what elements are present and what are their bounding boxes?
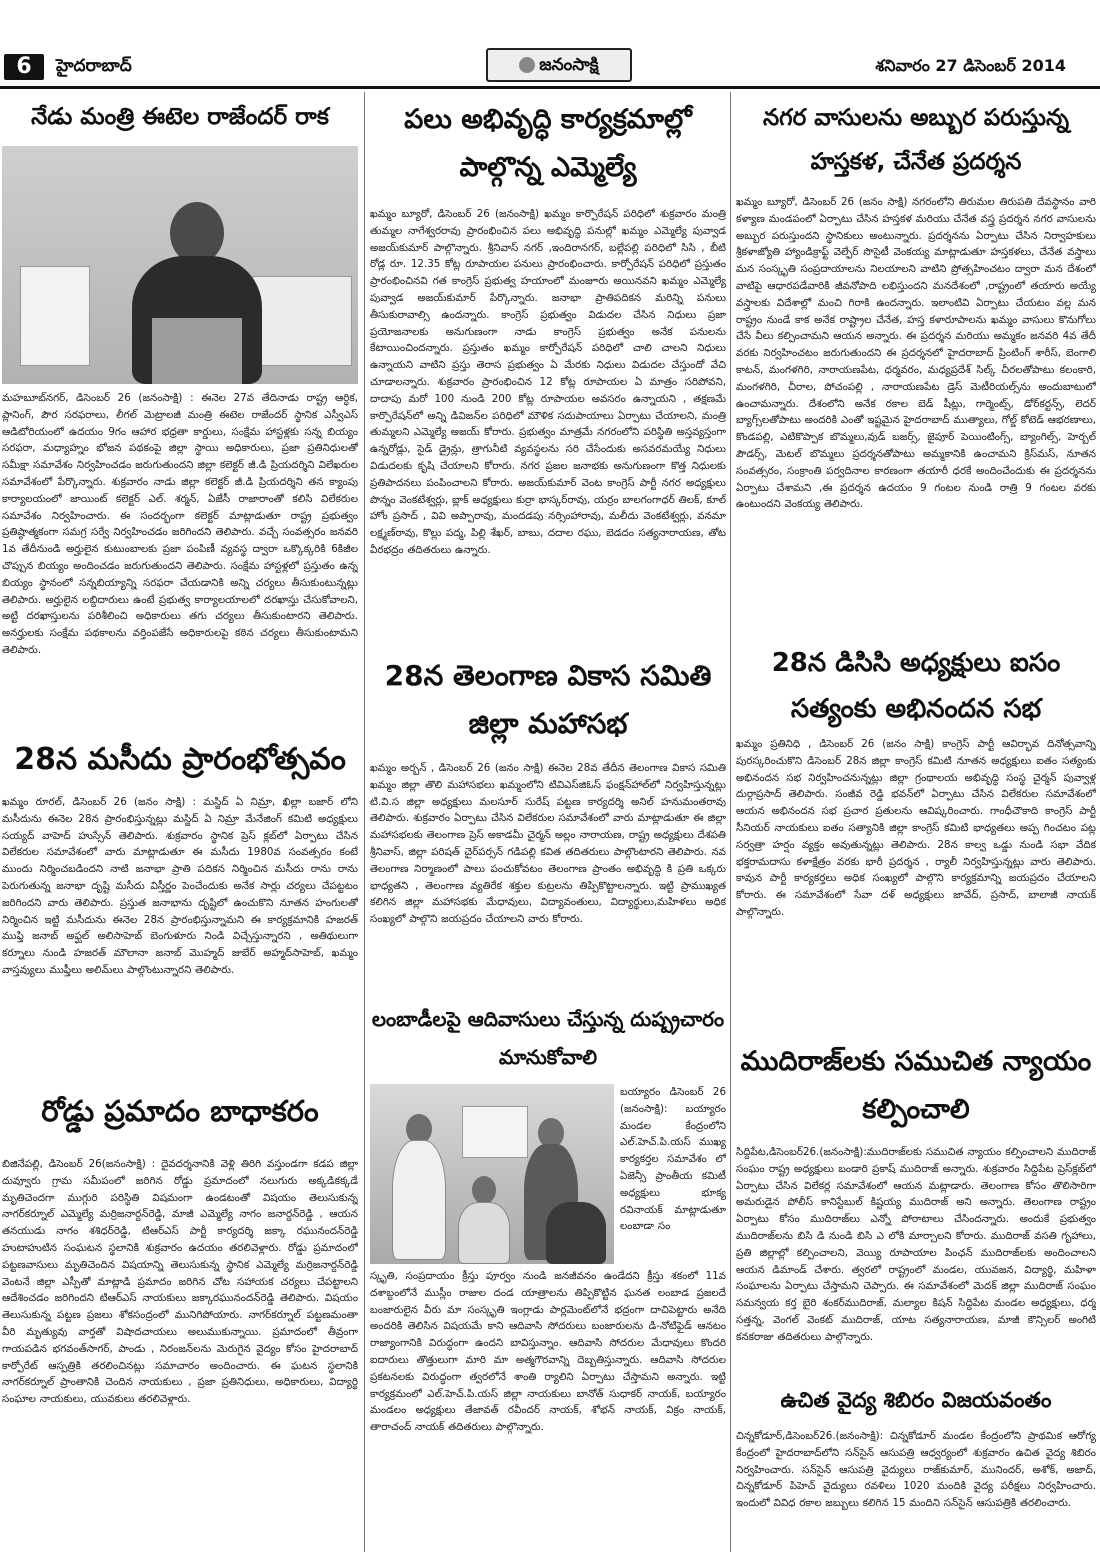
article-headline: ఉచిత వైద్య శిబిరం విజయవంతం <box>780 1388 1052 1412</box>
article-side-body: బయ్యారం డిసెంబర్ 26 (జనంసాక్షి): బయ్యారం మండల కేంద్రంలోని ఎల్.హెచ్.పి.యస్ ముఖ్య కార్యకర్తల సమావేశం లో ఏజెన్సీ ప్రాంతీయ కమిటీ అధ్యక్షులు భూక్య రవినాయక్ మాట్లాడుతూ లంబాడా సం <box>620 1086 726 1233</box>
article-mla-development <box>370 92 726 642</box>
article-body: ఖమ్మం రూరల్, డిసెంబర్ 26 (జనం సాక్షి) : మస్జిద్ ఏ నిమ్రా, ఖిల్లా బజార్ లోని మసీదును ఈనెల 28న ప్రారంభిస్తున్నట్లు మస్జిద్ ఏ నిమ్రా మేనేజింగ్ కమిటి అధ్యక్షులు సయ్యద్ వాహెద్ హుస్సేన్ తెలిపారు. శుక్రవారం స్థానిక ప్రెస్ క్లబ్‌లో ఏర్పాటు చేసిన విలేకరుల సమావేశంలో వారు మాట్లాడుతూ ఈ మసీదు 1980వ సంవత్సరం కంటే ముందు నిర్మించబడిందని నాటి జనాభా ప్రాతి పదికన నిర్మించిన మసీదు రాను రాను పెరుగుతున్న జనాభా దృష్టి మసీదు విస్తీర్ణం పెంచేందుకు అనేక సార్లు చర్యలు చేపట్టటం జరిగిందని వారు తెలిపారు. ప్రస్తుత జనాభాను దృష్టిలో ఉంచుకొని నూతన హంగులతో నిర్మించిన ఇట్టి మసీదును ఈనెల 28న ప్రారంభిస్తున్నామని ఈ కార్యక్రమానికి హజరత్ ముఫ్తి జనాబ్ అఫ్ఘల్ అలిసాహెబ్ బెంగుళూరు నిండి విచ్చేస్తున్నారని , అతిథులుగా కర్నూలు నుండి హజరత్ మౌలానా జనాబ్ మొహ్మద్ జుబేర్ అహ్మద్‌సాహెబ్, ఖమ్మం వాస్తవ్యులు ముఫ్తీలు అలిమ్‌లు పాల్గొంటున్నారని తెలిపారు. <box>2 796 358 976</box>
article-body: ఖమ్మం బ్యూరో, డిసెంబర్ 26 (జనం సాక్షి) నగరంలోని తిరుమల తిరుపతి దేవస్థానం వారి కళ్యాణ మండపంలో ఏర్పాటు చేసిన హస్తకళ మరియు చేనేత వస్త్ర ప్రదర్శన నగర వాసులను అబ్బుర పరుస్తుందని స్థానికులు అంటున్నారు. ప్రదర్శనను ఏర్పాటు చేసిన నిర్వాహకులు శ్రీకళాజ్యోతి హ్యాండిక్రాఫ్ట్ వెల్ఫేర్ సొసైటీ వెంకయ్య మాట్లాడుతూ హస్తకళలు, చేనేత వస్త్రాలు మన సంస్కృతి సంప్రదాయాలను నిలయాలని వాటిని ప్రోత్సహించటం ద్వారా మన దేశంలో వాటిపై ఆధారపడేవారికి జీవనోపాది లభిస్తుందని మనదేశంలో ,రాష్ట్రంలో తయారు అయ్యే వస్త్రాలకు విదేశాల్లో మంచి గిరాకి ఉందన్నారు. ఇలాంటివి ఏర్పాటు చేయటం వల్ల మన రాష్ట్రం నుండే కాక అనేక రాష్ట్రాల చేనేత, హస్త కళారూపాలను ఖమ్మం వాసులు కొనుగోలు చేసే వీలు కల్పించామని ఆయన అన్నారు. ఈ ప్రదర్శన మరియు అమ్మకం జనవరి 4వ తేదీ వరకు నిర్వహించటం జరుగుతుందని ఈ ప్రదర్శనలో హైదరాబాద్ ప్రింటింగ్ శారీస్, బెంగాలి కాటన్, మంగళగిరి, నారాయణపేట, ధర్మవరం, మధ్యప్రదేశ్ సిల్క్ చీరలతోపాటు కలంకారి, మంగళగిరి, చీరాల, పోచంపల్లి , నారాయణపేట డ్రెస్ మెటీరియల్స్‌ను అందుబాటులో ఉంచామన్నారు. దేశంలోని అనేక రకాల బెడ్ షీట్లు, గార్మెంట్స్, డోర్‌కర్టన్స్, లెదర్ బ్యాగ్స్‌లతోపాటు అందరికి ఎంతో ఇష్టమైన హైదరాబాద్ ముత్యాలు, గోల్డ్ కోటెడ్ ఆభరణాలు, కొండపల్లి, ఎటికొప్పాక బొమ్మలు,వుడ్ బజర్స్, జైపూర్ పెయింటింగ్స్, బ్యాంగిల్స్, హెర్బల్ పౌడర్స్, మెటల్ బొమ్మలు ప్రదర్శనతోపాటు అమ్మకానికి ఉంచామని క్రిస్‌మస్, నూతన సంవత్సరం, సంక్రాంతి పర్వదినాల కారణంగా తయారీ ధరకే అందించేందుకు ఈ ప్రదర్శనను ఏర్పాటు చేశామని ,ఈ ప్రదర్శన ఉదయం 9 గంటల నుండి రాత్రి 9 గంటల వరకు ఉంటుందని వెంకయ్య తెలిపారు. <box>736 196 1096 511</box>
logo-emblem-icon <box>519 57 535 73</box>
header-rule <box>0 86 1100 89</box>
edition-city: హైదరాబాద్ <box>56 56 132 76</box>
article-medical-camp <box>736 1380 1096 1560</box>
article-headline: నేడు మంత్రి ఈటెల రాజేందర్ రాక <box>31 104 329 130</box>
article-headline: 28న మసీదు ప్రారంభోత్సవం <box>14 742 346 777</box>
article-body: ఖమ్మం ప్రతినిధి , డిసెంబర్ 26 (జనం సాక్షి) కాంగ్రెస్ పార్టీ ఆవిర్భావ దినోత్సవాన్ని పురస్కరించుకొని డిసెంబర్ 28న జిల్లా కాంగ్రెస్ కమిటి నూతన అధ్యక్షులు ఐతం సత్యంకు అభినందన సభ నిర్వహించనున్నట్లు జిల్లా గ్రంథాలయ అభివృద్ధి సంస్థ చైర్మన్ పువ్వాళ్ల దుర్గాప్రసాద్ తెలిపారు. సంజీవ రెడ్డి భవన్‌లో ఏర్పాటు చేసిన విలేకరుల సమావేశంలో ఆయన అభినందన సభ ప్రచార ప్రతులను ఆవిష్కరించారు. గాంధీచౌకాది కాంగ్రెస్ పార్టీ సీనియర్ నాయకులు ఐతం సత్యానికి జిల్లా కాంగ్రెస్ కమిటి భాధ్యతలు అప్ప గించటం పట్ల సర్వత్రా హర్షం వ్యక్తం అవుతున్నట్లు తెలిపారు. 28న కాల్వ ఒడ్డు నుండి సభా వేదిక భక్తరామదాసు కళాక్షేత్రం వరకు భారీ ప్రదర్శన , ర్యాలీ నిర్వహిస్తున్నట్లు వారు తెలిపారు. కావున పార్టీ కార్యకర్తలు అధిక సంఖ్యలో పాల్గొని కార్యక్రమాన్ని జయప్రదం చేయాలని కోరారు. ఈ సమావేశంలో సేవా దళ్ అధ్యక్షులు జావేద్, ప్రసాద్, బాలాజీ నాయక్ పాల్గొన్నారు. <box>736 738 1096 918</box>
article-lambadi <box>370 994 726 1560</box>
article-headline: రోడ్డు ప్రమాదం బాధాకరం <box>41 1094 319 1128</box>
article-body: స్కృతి, సంప్రదాయం క్రీస్తు పూర్వం నుండి జనజీవనం ఉండేదని క్రీస్తు శకంలో 11వ దశాబ్దంలోనే ముస్లీం రాజుల దండ యాత్రాలను తిప్పికొట్టిన ఘనత లంబాడ ప్రజలదే బంజారులైన వీరు మా సంస్కృతి ఇంగ్లాడు పార్లమెంట్‌లోనే భద్రంగా దాచిపెట్టారు అనేది అందరికి తెలిసిన విషయమే కాని ఆదివాసి సోదరులు బంజారులను డి-నోటిఫైడ్ ఆనటం రాజ్యాంగానికి విరుద్ధంగా ఉందని బావిస్తున్నాం. ఆదివాసి సోదరుల మేధావులు కొందరి ఐదారులు తొత్తులుగా మారి మా అత్మగౌరవాన్ని దెబ్బతిస్తున్నారు. ఆదివాసి సోదరుల ప్రకటనలకు విరుద్ధంగా త్వరలోనే శాంతి ర్యాలిని ఏర్పాటు చేస్తామని అన్నారు. ఇట్టి కార్యక్రమంలో ఎల్.హెచ్.పి.యస్ జిల్లా నాయకులు బానోత్ సుధాకర్ నాయక్, బయ్యారం మండలం అధ్యక్షులు తేజావత్ రవీందర్ నాయక్, శోభన్ నాయక్, విక్రం నాయక్, తారాచంద్ నాయక్ తదితరులు పాల్గొన్నారు. <box>370 1270 726 1434</box>
article-body: ఖమ్మం అర్బన్ , డిసెంబర్ 26 (జనం సాక్షి) ఈనెల 28వ తేదీన తెలంగాణ వికాస సమితి ఖమ్మం జిల్లా తొలి మహాసభలు ఖమ్మంలోని టివిఎస్‌జిఓస్ ఫంక్షన్‌హాల్‌లో నిర్వహిస్తున్నట్లు టి.వి.స జిల్లా అధ్యక్షులు మలసూర్ సురేష్ పట్టణ కార్యదర్శి అనిల్ హనుమంతరావు తెలిపారు. శుక్రవారం ఏర్పాటు చేసిన విలేకరుల సమావేశంలో వారు మాట్లాడుతూ ఈ జిల్లా మహాసభలకు తెలంగాణ ప్రెస్ అకాడమీ చైర్మన్ అల్లం నారాయణ, రాష్ట్ర అధ్యక్షులు దేశపతి శ్రీనివాస్, జిల్లా పరిషత్ చైర్‌పర్సన్ గడిపల్లి కవిత తదితరులు పాల్గొంటారని తెలిపారు. నవ తెలంగాణ నిర్మాణంలో పాలు పంచుకోవటం తెలంగాణ ప్రాంతం అభివృద్ధి కి ప్రతి ఒక్కరు భాధ్యతని , తెలంగాణ వ్యతిరేక శక్తుల కుట్రలను తిప్పికొట్టాలన్నారు. ఇట్టి ప్రాముఖ్యత కలిగిన జిల్లా మహాసభకు మేధావులు, విద్యావంతులు, విద్యార్థులు,మహిళలు అధిక సంఖ్యలో పాల్గొని జయప్రదం చేయాలని వారు కోరారు. <box>370 762 726 926</box>
masthead-logo <box>486 48 632 82</box>
article-handicraft-exhibition <box>736 92 1096 630</box>
article-headline: 28న డిసిసి అధ్యక్షులు ఐసం సత్యంకు అభినందన సభ <box>771 648 1061 724</box>
article-vikasa-samithi <box>370 648 726 990</box>
article-road-accident <box>2 1076 358 1560</box>
article-body: బిజినేపల్లి, డిసెంబర్ 26(జనంసాక్షి) : దైవదర్శనానికి వెళ్లి తిరిగి వస్తుండగా కడప జిల్లా దువ్వూరు గ్రామ సమీపంలో జరిగిన రోడ్డు ప్రమాదంలో నలుగురు అక్కడికక్కడే మృతిచెందగా ముగ్గురి పరిస్థితి విషమంగా ఉండటంతో విషయం తెలుసుకున్న నాగర్‌కర్నూల్ ఎమ్మెల్యే మర్రిజనార్దన్‌రెడ్డి, మాజీ ఎమ్మెల్యే నాగం జనార్దన్‌రెడ్డి , ఆయన తనయుడు నాగం శశిధర్‌రెడ్డి, టిఆర్ఎస్ పార్టీ కార్యదర్శి జక్కా రఘునందన్‌రెడ్డి హుటాహుటిన సంఘటన స్థలానికి శుక్రవారం ఉదయం తరలివెళ్లారు. రోడ్డు ప్రమాదంలో పట్టణవాసులు మృతిచెందిన విషయాన్ని తెలుసుకున్న స్థానిక ఎమ్మెల్యే మర్రిజనార్దన్‌రెడ్డి వెంటనే జిల్లా ఎస్పీతో మాట్లాడి ప్రమాదం జరిగిన చోట సహాయక చర్యలు చేపట్టాలని ఆదేశించడం జరిగిందని టిఆర్ఎస్ నాయకులు జక్కారఘునందన్‌రెడ్డి తెలిపారు. విషయం తెలుసుకున్న పట్టణ ప్రజలు శోకసంద్రంలో మునిగిపోయారు. నాగర్‌కర్నూల్ పట్టణమంతా వీరి మృత్యువు వార్తతో విషాదచాయలు అలుముకున్నాయి. ప్రమాదంలో తీవ్రంగా గాయపడిన భగవంత్‌సాగర్, పాండు , నిరంజన్‌లను మెరుగైన వైద్యం కోసం హైదరాబాద్ కార్పోరేట్ ఆస్పత్రికి తరలించినట్లు సమాచారం అందించారు. ఈ ఘటన స్థలానికి నాగర్‌కర్నూల్ ప్రాంతానికి చెందిన నాయకులు , ప్రజా ప్రతినిధులు, అధికారులు, విద్యార్థి సంఘాల నాయకులు, యువకులు తరలివెళ్లారు. <box>2 1158 358 1406</box>
article-headline: లంబాడీలపై ఆదివాసులు చేస్తున్న దుష్ప్రచారం మానుకోవాలి <box>371 1007 725 1069</box>
page-header <box>0 0 1100 88</box>
article-headline: పలు అభివృద్ధి కార్యక్రమాల్లో పాల్గొన్న ఎమ్మెల్యే <box>404 104 692 183</box>
column-divider <box>730 92 731 1552</box>
article-dcc-felicitation <box>736 636 1096 1030</box>
article-headline: నగర వాసులను అబ్బుర పరుస్తున్న హస్తకళ, చేనేత ప్రదర్శన <box>763 105 1069 175</box>
issue-date: శనివారం 27 డిసెంబర్ 2014 <box>875 56 1066 75</box>
article-body: సిద్దిపేట,డిసెంబర్26.(జనంసాక్షి):ముదిరాజ్‌లకు సముచిత న్యాయం కల్పించాలని ముదిరాజ్ సంఘం రాష్ట్ర అధ్యక్షులు బండారి ప్రకాష్ ముదిరాజ్ అన్నారు. శుక్రవారం సిద్దిపేట ప్రెస్‌క్లబ్‌లో ఏర్పాటు చేసిన విలేకర్ల సమావేశంలో ఆయన మట్లాడారు. తెలంగాణ కోసం తొలిసారిగా అమరుడైన పోలీస్ కానిస్టేబుల్ కిష్టయ్య ముదిరాజ్ అని అన్నారు. తెలంగాణ రాష్ట్రం ఏర్పాటు కోసం ముదిరాజ్‌లు ఎన్నో పోరాటాలు చేసిందన్నారు. అందుకే ప్రభుత్వం ముదిరాజ్‌లను బిసి డి నుండి బిసి ఎ లోకి మార్చాలని కోరారు. ముదిరాజ్ వసతి గృహాలు, ప్రతి జిల్లాల్లో కల్పించాలని, వెయ్యి రూపాయాల పింఛన్ ముదిరాజ్‌లకు అందించాలని ఆయన డిమాండ్ చేశారు. త్వరలో రాష్ట్రంలో మండల, యువజన, విద్యార్థి, మహిళా సంఘాలను ఏర్పాటు చేస్తామని చెప్పారు. ఈ సమావేశంలో మెదక్ జిల్లా ముదిరాజ్ సంఘం సమన్వయ కర్త బైరి శంకర్‌ముదిరాజ్, మల్యాల కిషన్ సిద్దిపేట మండల అధ్యక్షులు, ధర్మ సత్తన్న, వెంగల్ వెంకట్ ముదిరాజ్, యాట సత్యనారాయణ, మాజీ కౌన్సిలర్ అంగిటి కనకరాజు తదితరులు పాల్గొన్నారు. <box>736 1146 1096 1343</box>
article-body: ఖమ్మం బ్యూరో, డిసెంబర్ 26 (జనంసాక్షి) ఖమ్మం కార్పొరేషన్ పరిధిలో శుక్రవారం మంత్రి తుమ్మల నాగేశ్వరరావు ప్రారంభించిన పలు అభివృద్ధి పనుల్లో ఖమ్మం ఎమ్మెల్యే పువ్వాడ అజయ్‌కుమార్ పాల్గొన్నారు. శ్రీనివాస్ నగర్ ,ఇందిరానగర్, బల్లేపల్లి పరిధిలో సిసి , బీటి రోడ్ల రూ. 12.35 కోట్ల రూపాయల పనులు ప్రారంభించారు. కార్పోరేషన్ పరిధిలో ప్రస్తుతం ప్రారంభించినవి గత కాంగ్రెస్ ప్రభుత్వ హయాంలో మంజూరు అయినవని ఖమ్మం ఎమ్మెల్యే పువ్వాడ అజయ్‌కుమార్ పేర్కొన్నారు. జనాభా ప్రాతిపదికన మరిన్ని పనులు తీసుకురావాల్సి ఉందన్నారు. కాంగ్రెస్ ప్రభుత్వం విడుదల చేసిన నిధులు ప్రజా ప్రయోజనాలకు అనుగుణంగా నాడు కాంగ్రెస్ ప్రభుత్వం అనేక పనులను కేటాయించిందన్నారు. ప్రస్తుతం ఖమ్మం కార్పోరేషన్ పరిధిలో చాలి చాలని నిధులు ఉన్నాయని వాటిని ప్రస్తు తెరాస ప్రభుత్వం ఏ మేరకు నిధులు విడుదల చేస్తుందో వేచి చూడాలన్నారు. శుక్రవారం ప్రారంభించిన 12 కోట్ల రూపాయల ఏ మాత్రం సరిపోవని, దాదాపు మరో 100 నుండి 200 కోట్ల రూపాయల అవసరం ఉన్నాయని , తక్షణమే కార్పొరేషన్‌లో అన్ని డివిజన్‌ల పరిధిలో మౌళిక సదుపాయాలు ఏర్పాటు చేయాలని, మంత్రి తుమ్మలని ఎమ్మెల్యే అజయ్ కోరారు. ప్రభుత్వం మాత్రమే నగరంలోని పరిస్థితి అస్తవ్యస్తంగా ఉన్నరోడ్లు, సైడ్ డ్రైన్లు, త్రాగునీటి వ్యవస్థలను సరి చేసేందుకు అసవరమయ్యే నిధులు విడుదలకు కృషి చేయాలని కోరారు. నగర ప్రజల జనాభకు అనుగుణంగా కొత్త నిధులకు ప్రతిపాదనలు పంపించాలని కోరారు. అజయ్‌కుమార్ వెంట కాంగ్రెస్ పార్టీ నగర అధ్యక్షులు పొన్నం వెంకటేశ్వర్లు, బ్లాక్ అధ్యక్షులు కుర్రా భాస్కర్‌రావు, యర్రం బాలగంగాధర్ తిలక్, కూల్ హోం ప్రసాద్ , వివి అప్పారావు, మందడపు నర్సింహారావు, మలీదు వెంకటేశ్వర్లు, వనమా లక్ష్మణ్‌రావు, కొల్లు పద్మ, పిల్లి శేఖర్, బాబు, దదాల రఘు, బెడదం సత్యనారాయణ, తోట వీరభద్రం తదితరులు ఉన్నారు. <box>370 208 726 556</box>
column-divider <box>364 92 365 1552</box>
woman-speaking-photo <box>2 146 358 384</box>
article-body: చిన్నకోడూర్,డిసెంబర్26.(జనంసాక్షి): చిన్నకోడూర్ మండల కేంద్రంలోని ప్రాథమిక ఆరోగ్య కేంద్రంలో హైదరాబాద్‌లోని సన్‌సైన్ ఆసుపత్రి ఆధ్వర్యంలో శుక్రవారం ఉచిత వైద్య శిబిరం నిర్వహించారు. సన్‌సైన్ ఆసుపత్రి వైద్యులు రాజ్‌కుమార్, మునిందర్, అశోక్, అజాద్, చిన్నకోడూర్ పిహెచ్ వైద్యులు రవళిలు 1020 మందికి వైద్య పరీక్షలు నిర్వహించారు. ఇందులో వివిధ రకాల జబ్బులు కలిగిన 15 మందిని సన్‌సైన్ ఆసుపత్రికి తరలించారు. <box>736 1430 1096 1510</box>
article-headline: 28న తెలంగాణ వికాస సమితి జిల్లా మహాసభ <box>384 659 712 740</box>
article-mosque-opening <box>2 730 358 1070</box>
group-of-men-photo <box>370 1084 614 1264</box>
article-body: మహబూబ్‌నగర్, డిసెంబర్ 26 (జనంసాక్షి) : ఈనెల 27వ తేదినాడు రాష్ట్ర ఆర్ధిక, ప్లానింగ్, పౌర సరఫరాలు, లీగల్ మెట్రాలజీ మంత్రి ఈటెల రాజేందర్ స్థానిక ఎస్వీఎస్ ఆడిటోరియంలో ఉదయం 9గం ఆహార భధ్రతా కార్డులు, సంక్షేమ హాస్టళ్లకు సన్న బియ్యం సరఫరా, మధ్యాహ్నం భోజన పథకంపై జిల్లా స్థాయి అధికారులు, ప్రజా ప్రతినిధులతో సమీక్షా సమావేశం నిర్వహించడం జరుగుతుందని జిల్లా కలెక్టర్ జీ.డి ప్రియదర్శిని విలేఖరుల సమావేశంలో పేర్కొన్నారు. శుక్రవారం నాడు జిల్లా కలెక్టర్ జీ.డి ప్రియదర్శిని తన క్యాంపు కార్యాలయంలో జాయింట్ కలెక్టర్ ఎల్. శర్మన్, ఏజేసీ రాజారాంతో కలిసి విలేకరుల సమావేశం నిర్వహించారు. ఈ సందర్భంగా కలెక్టర్ మాట్లాడుతూ రాష్ట్ర ప్రభుత్వం ప్రతిష్ఠాత్మకంగా సమగ్ర సర్వే నిర్వహించడం జరిగిందని తెలిపారు. వచ్చే సంవత్సరం జనవరి 1వ తేదీనుండి అర్హులైన కుటుంబాలకు ప్రజా పంపిణీ వ్యవస్థ ద్వారా ఒక్కొక్కరికి 6కిజీల చొప్పున బియ్యం అందించడం జరుగుతుందని తెలిపారు. సంక్షేమ హాస్టళ్లలో ప్రస్తుతం ఉన్న బియ్యం స్థానంలో సన్నబియ్యాన్ని సరఫరా చేయడానికి అన్ని చర్యలు తీసుకుంటున్నట్లు తెలిపారు. అర్హులైన లబ్దిదారులు ఉంటే ప్రభుత్వ కార్యాలయాలలో దరఖాస్తు చేసుకోవాలని, అట్టి దరఖాస్తులను పరిశీలించి అధికారులు తగు చర్యలు తీసుకుంటారని తెలిపారు. అనర్హులకు సంక్షేమ పథకాలను వర్తింపజేసే అధికారులపై కఠిన చర్యలు తీసుకుంటామని తెలిపారు. <box>2 392 358 656</box>
article-minister-visit <box>2 94 358 724</box>
page-number: 6 <box>4 54 44 80</box>
article-headline: ముదిరాజ్‌లకు సముచిత న్యాయం కల్పించాలి <box>740 1046 1092 1125</box>
article-mudiraj-justice <box>736 1034 1096 1376</box>
masthead-text: జనంసాక్షి <box>539 55 599 75</box>
